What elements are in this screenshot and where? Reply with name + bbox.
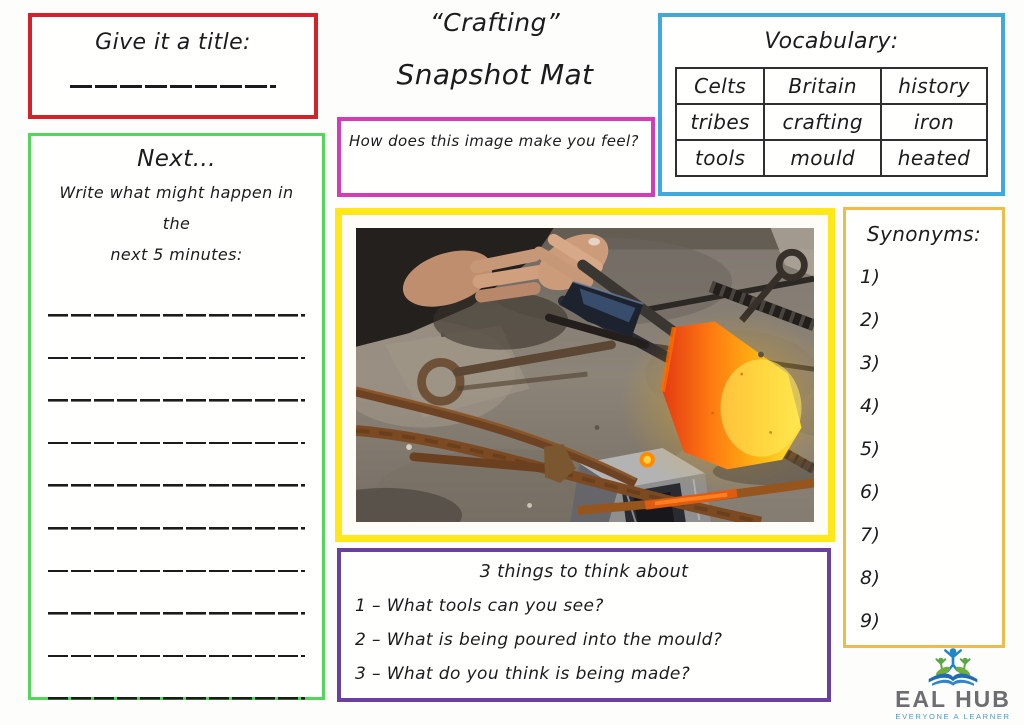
- blacksmithing-photo: [356, 228, 814, 522]
- eal-hub-logo-name: EAL HUB: [895, 686, 1011, 712]
- synonym-slot: 6): [860, 481, 881, 503]
- eal-hub-logo: [878, 646, 1024, 721]
- vocabulary-cell: Britain: [764, 68, 881, 104]
- vocabulary-cell: crafting: [764, 104, 881, 140]
- think-box: [337, 548, 831, 702]
- think-question: 3 – What do you think is being made?: [355, 664, 691, 684]
- vocabulary-cell: tribes: [676, 104, 764, 140]
- next-box: [28, 133, 325, 700]
- writing-line: [48, 572, 305, 615]
- feelings-prompt: How does this image make you feel?: [349, 132, 639, 150]
- writing-line: [48, 274, 305, 317]
- synonym-slot: 7): [860, 524, 881, 546]
- page-title-type: Snapshot Mat: [396, 58, 594, 91]
- writing-line: [48, 402, 305, 445]
- page-title: [335, 8, 655, 91]
- writing-line: [48, 530, 305, 573]
- synonym-slot: 1): [860, 266, 881, 288]
- think-question: 2 – What is being poured into the mould?: [355, 630, 723, 650]
- eal-hub-logo-tagline: EVERYONE A LEARNER: [895, 712, 1011, 721]
- synonym-slot: 3): [860, 352, 881, 374]
- writing-line: [48, 444, 305, 487]
- writing-line: [48, 359, 305, 402]
- synonym-slot: 4): [860, 395, 881, 417]
- next-prompt-line: next 5 minutes:: [110, 245, 243, 264]
- next-prompt-line: Write what might happen in the: [59, 183, 294, 233]
- vocabulary-table: [675, 67, 988, 177]
- writing-line: [48, 317, 305, 360]
- synonym-slot: 8): [860, 567, 881, 589]
- vocabulary-cell: iron: [881, 104, 987, 140]
- vocabulary-row: [676, 140, 987, 176]
- next-title: Next...: [137, 146, 216, 172]
- vocabulary-cell: Celts: [676, 68, 764, 104]
- vocabulary-cell: heated: [881, 140, 987, 176]
- think-question: 1 – What tools can you see?: [355, 596, 604, 616]
- vocabulary-cell: mould: [764, 140, 881, 176]
- writing-line: [48, 657, 305, 700]
- feelings-box: [337, 117, 655, 197]
- photo-box: [335, 208, 835, 542]
- title-answer-line: [70, 85, 276, 88]
- vocabulary-cell: tools: [676, 140, 764, 176]
- title-box-label: Give it a title:: [95, 30, 251, 55]
- vocabulary-title: Vocabulary:: [764, 29, 899, 54]
- writing-line: [48, 487, 305, 530]
- vocabulary-row: [676, 68, 987, 104]
- writing-line: [48, 615, 305, 658]
- vocabulary-box: [658, 13, 1005, 196]
- synonyms-title: Synonyms:: [866, 222, 982, 246]
- eal-hub-logo-icon: [926, 646, 980, 688]
- vocabulary-row: [676, 104, 987, 140]
- synonym-slot: 5): [860, 438, 881, 460]
- think-title: 3 things to think about: [479, 562, 689, 582]
- synonym-slot: 2): [860, 309, 881, 331]
- synonym-slot: 9): [860, 610, 881, 632]
- vocabulary-cell: history: [881, 68, 987, 104]
- page-title-topic: “Crafting”: [429, 8, 561, 37]
- title-box: [28, 13, 318, 119]
- synonyms-box: [843, 207, 1005, 648]
